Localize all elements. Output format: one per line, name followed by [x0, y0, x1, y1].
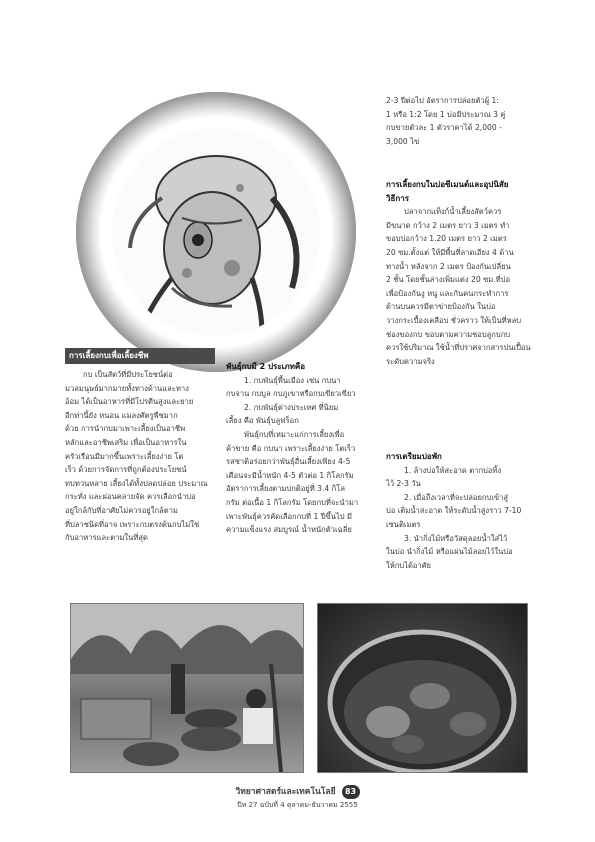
text-line: ควรใช้ปริมาณ ใช้น้ำที่ปราศจากสารปนเปื้อน [386, 343, 531, 353]
text-line: เดือนจะมีน้ำหนัก 4-5 ตัวต่อ 1 กิโลกรัม [226, 470, 354, 480]
section-subheading: วิธีการ [386, 193, 410, 203]
text-line: 2-3 ปีต่อไป อัตราการปล่อยตัวผู้ 1: [386, 96, 499, 105]
page-number: 83 [342, 785, 360, 799]
text-line: บ่อ เติมน้ำสะอาด ให้ระดับน้ำสูงราว 7-10 [386, 506, 522, 516]
text-line: ครัวเรือนมีมากขึ้นเพราะเลี้ยงง่าย โต [65, 451, 184, 461]
photo-tank-scene [318, 604, 527, 772]
text-line: มวลมนุษย์มากมายทั้งทางด้านและทาง [65, 383, 189, 393]
section-heading: การเลี้ยงกบในบ่อซีเมนต์และอุปนิสัย [386, 180, 509, 189]
text-line: เพาะพันธุ์ควรคัดเลือกกบที่ 1 ปีขึ้นไป มี [226, 511, 352, 521]
text-line: กบขายตัวละ 1 ตัวราคาได้ 2,000 - [386, 123, 502, 133]
prep-section [386, 450, 536, 572]
text-line: ด้านบนควรมีตาข่ายป้องกัน ในบ่อ [386, 302, 496, 312]
text-line: 3. นำกิ่งไม้หรือวัสดุลอยน้ำใส่ไว้ [404, 533, 508, 543]
text-line: วางกระเบื้องเคลือบ ชั่วคราว ให้เป็นที่หลบ [386, 315, 522, 325]
text-line: ที่ปลาชนิดที่อาจ เพราะกบตรงต้นกบไม่ใช่ [65, 519, 200, 529]
text-line: กบจาน กบบูล กบภูเขาหรือกบเขียวเขียว [226, 389, 356, 399]
cement-tank-section [386, 178, 536, 368]
text-line: ระดับความจริง [386, 356, 435, 366]
text-line: รสชาติอร่อยกว่าพันธุ์อื่นเลี้ยงเพียง 4-5 [226, 457, 351, 467]
text-line: ช่องของกบ ขอบตามความชอบลูกบกบ [386, 329, 511, 339]
text-line: อ้อม ได้เป็นอาหารที่มีโปรตีนสูงและยาย [65, 397, 194, 407]
text-line: 1. กบพันธุ์พื้นเมือง เช่น กบนา [244, 375, 341, 385]
photo-frogs-in-tank [317, 603, 528, 773]
journal-name: วิทยาศาสตร์และเทคโนโลยี [235, 787, 336, 797]
footer-issue: ปีท 27 ฉบับที่ 4 ตุลาคม-ธันวาคม 2555 [237, 801, 358, 809]
section-heading: การเตรียมบ่อพัก [386, 452, 442, 461]
text-line: 20 ซม.ตั้งแต่ ให้มีพื้นที่ลาดเอียง 4 ด้าน [386, 247, 514, 257]
text-line: เลี้ยง คือ พันธุ์บลูฟร็อก [226, 416, 299, 426]
text-line: หลักและอาชีพเสริม เพื่อเป็นอาหารใน [65, 437, 187, 447]
species-section [226, 360, 378, 537]
text-line: กรัม ต่อเนื้อ 1 กิโลกรัม โดยกบที่จะนำมา [226, 497, 359, 507]
text-line: กับอาหารและตามในที่สุด [65, 533, 148, 543]
text-line: อยู่ใกล้กับที่อาศัยไม่ควรอยู่ใกล้ตาม [65, 505, 178, 515]
text-line: เร็ว ด้วยการจัดการที่ถูกต้องประโยชน์ [65, 465, 187, 475]
text-line: ทบทวนหลาย เลี้ยงได้ทั้งปลดปล่อย ประมาณ [65, 478, 208, 488]
text-line: 2. กบพันธุ์ต่างประเทศ ที่นิยม [244, 402, 339, 412]
text-line: อัตราการเลี้ยงตามปกติอยู่ที่ 3.4 กิโล [226, 484, 345, 494]
frog-drawing-area [112, 128, 320, 336]
text-line: ในบ่อ นำกิ่งไม้ หรือแผ่นไม้ลอยไว้ในบ่อ [386, 547, 513, 557]
text-line: ให้กบได้อาศัย [386, 560, 431, 570]
frog-illustration [76, 92, 356, 372]
text-line: เพื่อป้องกันงู หนู และกันคนกระทำการ [386, 288, 509, 298]
text-line: ค้าขาย คือ กบนา เพราะเลี้ยงง่าย โตเร็ว [226, 443, 356, 453]
photo-frog-farm [70, 603, 304, 773]
section-heading-bar: การเลี้ยงกบเพื่อเลี้ยงชีพ [65, 348, 215, 364]
text-line: 3,000 ไข่ [386, 136, 420, 146]
intro-right-text [386, 94, 536, 148]
intro-left-text [65, 368, 215, 545]
text-line: มีขนาด กว้าง 2 เมตร ยาว 3 เมตร ทำ [386, 220, 510, 230]
text-line: ความแข็งแรง สมบูรณ์ น้ำหนักตัวเฉลี่ย [226, 525, 352, 535]
text-line: ปลาจากแท็งก์น้ำเลี้ยงสัตว์ควร [404, 207, 502, 217]
text-line: 2 ชั้น โดยชั้นล่างเพิ่มแต่ง 20 ซม.ที่บ่อ [386, 275, 511, 285]
text-line: ทางน้ำ หลังจาก 2 เมตร ป้องกันเปลี่ยน [386, 261, 511, 271]
text-line: ไว้ 2-3 วัน [386, 479, 421, 489]
text-line: อีกท่านี้ยัง หนอน แมลงศัตรูพืชมาก [65, 410, 178, 420]
text-line: ด้วย การนำกบมาเพาะเลี้ยงเป็นอาชีพ [65, 424, 186, 434]
frog-icon [112, 128, 320, 336]
text-line: ขอบบ่อกว้าง 1.20 เมตร ยาว 2 เมตร [386, 234, 507, 244]
text-line: พันธุ์กบที่เหมาะแก่การเลี้ยงเพื่อ [244, 429, 345, 439]
text-line: กบ เป็นสัตว์ที่มีประโยชน์ต่อ [83, 370, 173, 379]
photo-farm-scene [71, 604, 303, 772]
text-line: กระทั่ง และผ่อนคลายจัด ควรเลือกนำบ่อ [65, 492, 196, 502]
text-line: 1. ล้างบ่อให้สะอาด ตากบ่อทิ้ง [404, 465, 502, 475]
section-heading: พันธุ์กบมี 2 ประเภทคือ [226, 362, 306, 371]
text-line: 1 หรือ 1:2 โดย 1 บ่อมีประมาณ 3 คู่ [386, 109, 506, 119]
footer-journal [0, 784, 595, 799]
text-line: 2. เมื่อถึงเวลาที่จะปล่อยกบเข้าสู่ [404, 492, 509, 502]
text-line: เซนติเมตร [386, 519, 421, 529]
